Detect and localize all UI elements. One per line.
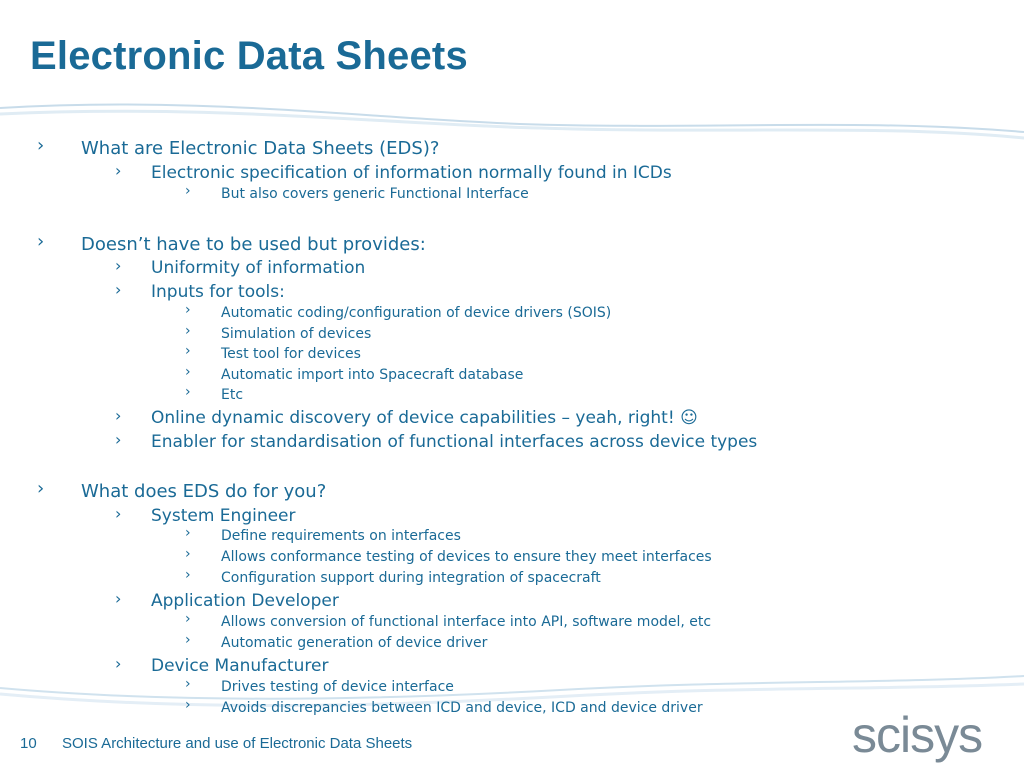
page-number: 10	[20, 735, 37, 752]
bullet-item: › Electronic specification of information normally found in ICDs	[115, 161, 672, 183]
bullet-item: › System Engineer	[115, 504, 296, 526]
bullet-item: › What are Electronic Data Sheets (EDS)?	[37, 135, 440, 159]
bullet-item: › Enabler for standardisation of functional interfaces across device types	[115, 430, 758, 452]
bullet-arrow-icon: ›	[185, 302, 191, 318]
bullet-arrow-icon: ›	[115, 280, 122, 299]
slide-title: Electronic Data Sheets	[30, 34, 468, 78]
bullet-item: › But also covers generic Functional Interface	[185, 183, 529, 202]
bullet-arrow-icon: ›	[115, 504, 122, 523]
bullet-item: › Allows conformance testing of devices to ensure they meet interfaces	[185, 546, 712, 565]
bullet-item: › Automatic import into Spacecraft database	[185, 364, 524, 383]
bullet-item: › Online dynamic discovery of device capabilities – yeah, right! ☺	[115, 406, 698, 428]
bullet-arrow-icon: ›	[185, 384, 191, 400]
bullet-arrow-icon: ›	[185, 546, 191, 562]
bullet-item: › Automatic generation of device driver	[185, 632, 488, 651]
bullet-arrow-icon: ›	[37, 478, 45, 499]
bullet-arrow-icon: ›	[115, 161, 122, 180]
bullet-arrow-icon: ›	[115, 406, 122, 425]
bullet-item: › Device Manufacturer	[115, 654, 329, 676]
scisys-logo: scisys	[852, 707, 983, 763]
bullet-item: › Test tool for devices	[185, 343, 361, 362]
bullet-arrow-icon: ›	[185, 525, 191, 541]
bullet-item: › Inputs for tools:	[115, 280, 285, 302]
bullet-item: › Uniformity of information	[115, 256, 366, 278]
bullet-arrow-icon: ›	[185, 343, 191, 359]
bullet-item: › Allows conversion of functional interface into API, software model, etc	[185, 611, 712, 630]
bullet-item: › Drives testing of device interface	[185, 676, 454, 695]
bullet-item: › What does EDS do for you?	[37, 478, 327, 502]
bullet-item: › Application Developer	[115, 589, 339, 611]
bullet-arrow-icon: ›	[185, 567, 191, 583]
bullet-item: › Simulation of devices	[185, 323, 372, 342]
footer-text: SOIS Architecture and use of Electronic Data Sheets	[62, 735, 413, 752]
bullet-arrow-icon: ›	[115, 589, 122, 608]
bullet-item: › Configuration support during integration of spacecraft	[185, 567, 601, 586]
bullet-arrow-icon: ›	[37, 135, 45, 156]
bullet-arrow-icon: ›	[185, 611, 191, 627]
bullet-arrow-icon: ›	[185, 323, 191, 339]
bullet-arrow-icon: ›	[185, 676, 191, 692]
bullet-item: › Doesn’t have to be used but provides:	[37, 231, 426, 255]
bullet-arrow-icon: ›	[185, 364, 191, 380]
bullet-arrow-icon: ›	[185, 183, 191, 199]
bullet-item: › Automatic coding/configuration of device drivers (SOIS)	[185, 302, 612, 321]
bullet-item: › Etc	[185, 384, 244, 403]
bullet-arrow-icon: ›	[37, 231, 45, 252]
bullet-arrow-icon: ›	[115, 430, 122, 449]
bullet-arrow-icon: ›	[185, 632, 191, 648]
bullet-item: › Avoids discrepancies between ICD and device, ICD and device driver	[185, 697, 703, 716]
bullet-arrow-icon: ›	[185, 697, 191, 713]
bullet-arrow-icon: ›	[115, 654, 122, 673]
bullet-item: › Define requirements on interfaces	[185, 525, 461, 544]
bullet-arrow-icon: ›	[115, 256, 122, 275]
